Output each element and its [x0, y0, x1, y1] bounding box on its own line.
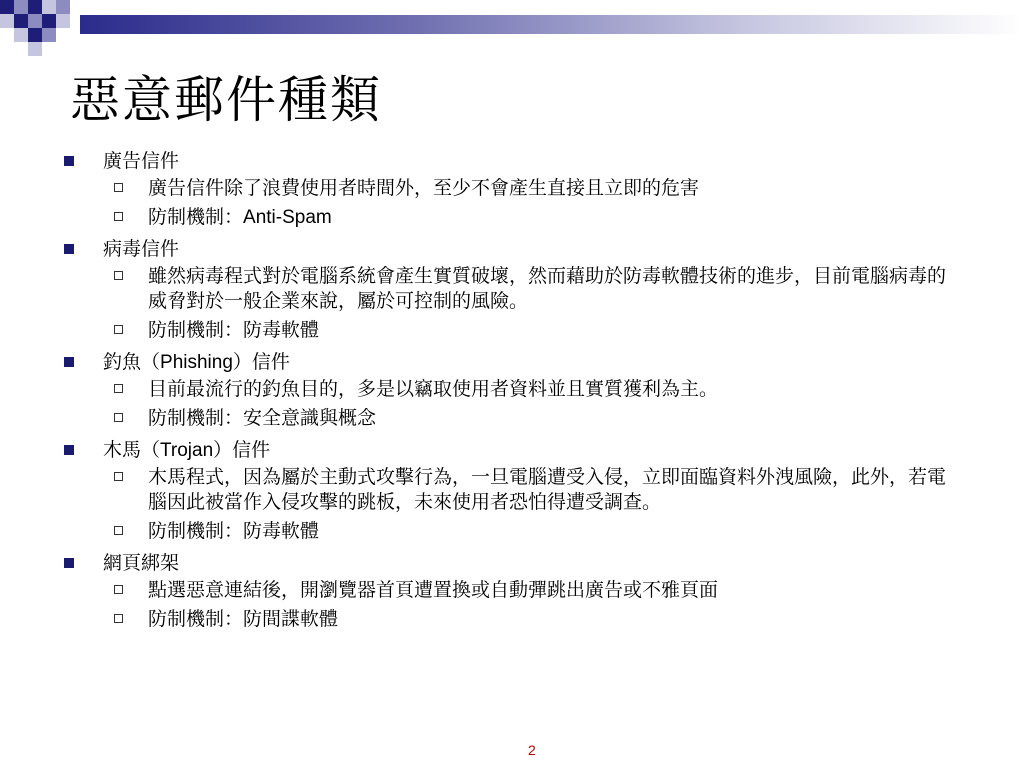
header-square — [56, 0, 70, 14]
hollow-square-bullet-icon — [114, 325, 123, 334]
hollow-square-bullet-icon — [114, 413, 123, 422]
header-square — [42, 28, 56, 42]
decorative-header — [0, 0, 1024, 60]
header-square — [28, 0, 42, 14]
square-bullet-icon — [64, 357, 74, 367]
header-square — [14, 0, 28, 14]
header-square — [28, 14, 42, 28]
list-item — [0, 465, 948, 515]
list-item-text: 防制機制： — [148, 206, 244, 228]
header-square — [28, 28, 42, 42]
hollow-square-bullet-icon — [114, 614, 123, 623]
section-heading-text: 病毒信件 — [103, 238, 180, 260]
section-heading-suffix: ）信件 — [213, 439, 271, 461]
header-square — [14, 28, 28, 42]
header-gradient-bar — [80, 15, 1024, 34]
section-heading-virus — [0, 234, 1024, 264]
list-item-text: 防制機制：防間諜軟體 — [148, 608, 339, 630]
hollow-square-bullet-icon — [114, 384, 123, 393]
list-item — [0, 607, 948, 632]
slide-title: 惡意郵件種類 — [70, 71, 382, 129]
header-square — [42, 14, 56, 28]
hollow-square-bullet-icon — [114, 271, 123, 280]
hollow-square-bullet-icon — [114, 472, 123, 481]
hollow-square-bullet-icon — [114, 183, 123, 192]
header-square — [28, 42, 42, 56]
hollow-square-bullet-icon — [114, 212, 123, 221]
page-number: 2 — [528, 742, 536, 758]
section-heading-prefix: 木馬（ — [103, 439, 161, 461]
header-square — [0, 14, 14, 28]
hollow-square-bullet-icon — [114, 526, 123, 535]
square-bullet-icon — [64, 244, 74, 254]
section-heading-latin: Phishing — [160, 352, 233, 373]
section-heading-suffix: ）信件 — [232, 351, 290, 373]
list-item — [0, 318, 948, 343]
list-item-text: 廣告信件除了浪費使用者時間外，至少不會產生直接且立即的危害 — [148, 177, 700, 199]
section-heading-text: 廣告信件 — [103, 150, 180, 172]
hollow-square-bullet-icon — [114, 585, 123, 594]
list-item — [0, 519, 948, 544]
section-heading-trojan — [0, 435, 1024, 465]
header-square — [14, 14, 28, 28]
list-item — [0, 406, 948, 431]
square-bullet-icon — [64, 156, 74, 166]
list-item — [0, 377, 948, 402]
list-item — [0, 176, 948, 201]
list-item-text: 防制機制：防毒軟體 — [148, 520, 320, 542]
list-item-text: 木馬程式，因為屬於主動式攻擊行為，一旦電腦遭受入侵，立即面臨資料外洩風險，此外，若電腦因此被當作入侵攻擊的跳板，未來使用者恐怕得遭受調查。 — [148, 466, 947, 513]
header-square — [42, 0, 56, 14]
list-item-latin-text: Anti-Spam — [243, 207, 332, 228]
slide-body — [0, 146, 1024, 636]
list-item-text: 雖然病毒程式對於電腦系統會產生實質破壞，然而藉助於防毒軟體技術的進步，目前電腦病毒的威脅對於一般企業來說，屬於可控制的風險。 — [148, 265, 947, 312]
list-item — [0, 264, 948, 314]
section-heading-latin: Trojan — [160, 440, 214, 461]
section-heading-advertising — [0, 146, 1024, 176]
list-item-text: 防制機制：防毒軟體 — [148, 319, 320, 341]
list-item-text: 目前最流行的釣魚目的，多是以竊取使用者資料並且實質獲利為主。 — [148, 378, 719, 400]
section-heading-text: 網頁綁架 — [103, 552, 180, 574]
square-bullet-icon — [64, 558, 74, 568]
section-heading-phishing — [0, 347, 1024, 377]
header-square — [0, 0, 14, 14]
square-bullet-icon — [64, 445, 74, 455]
header-square — [56, 14, 70, 28]
list-item-text: 點選惡意連結後，開瀏覽器首頁遭置換或自動彈跳出廣告或不雅頁面 — [148, 579, 719, 601]
section-heading-prefix: 釣魚（ — [103, 351, 161, 373]
list-item — [0, 578, 948, 603]
list-item — [0, 205, 948, 230]
list-item-text: 防制機制：安全意識與概念 — [148, 407, 377, 429]
section-heading-hijack — [0, 548, 1024, 578]
